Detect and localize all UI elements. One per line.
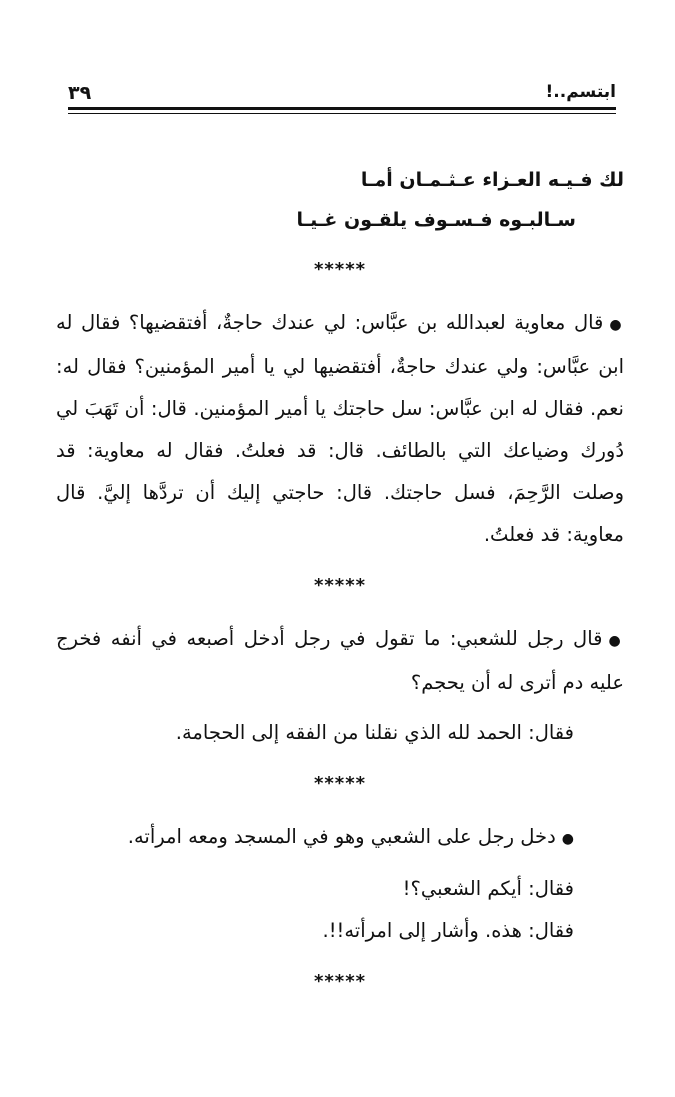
- page-header: [68, 82, 616, 104]
- separator-1: *****: [313, 259, 367, 280]
- page-body: [56, 160, 624, 1014]
- poem-line-2: سـالبـوه فـسـوف يلقـون غـيـا: [296, 209, 576, 231]
- separator-3: *****: [313, 773, 367, 794]
- header-rule-thick: [68, 107, 616, 110]
- page-number: ٣٩: [68, 82, 92, 104]
- running-title: ابتسم..!: [545, 82, 616, 102]
- anecdote-3: [56, 816, 624, 860]
- bullet-icon: ●: [561, 831, 574, 847]
- poem-verse: [56, 160, 624, 240]
- separator-4: *****: [313, 971, 367, 992]
- anecdote-2: [56, 618, 624, 704]
- bullet-icon: ●: [608, 633, 625, 649]
- anecdote-3-question: فقال: أيكم الشعبي؟!: [402, 877, 574, 900]
- bullet-icon: ●: [609, 317, 624, 333]
- anecdote-3-text: دخل رجل على الشعبي وهو في المسجد ومعه امرأته.: [127, 825, 556, 848]
- anecdote-1-text: قال معاوية لعبدالله بن عبَّاس: لي عندك حاجةٌ، أفتقضيها؟ فقال له ابن عبَّاس: ولي عندك حاجةٌ، أفتقضيها لي يا أمير المؤمنين؟ فقال له: نعم. فقال له ابن عبَّاس: سل حاجتك يا أمير المؤمنين. قال: أن تَهَبَ لي دُورك وضياعك التي بالطائف. قال: قد فعلتُ. فقال له معاوية: قد وصلت الرَّحِمَ، فسل حاجتك. قال: حاجتي إليك أن تردَّها إليَّ. قال معاوية: قد فعلتُ.: [56, 311, 624, 546]
- anecdote-3-answer: فقال: هذه. وأشار إلى امرأته!!.: [322, 919, 574, 942]
- anecdote-2-reply: فقال: الحمد لله الذي نقلنا من الفقه إلى الحجامة.: [175, 721, 574, 744]
- poem-line-1: لك فـيـه العـزاء عـثـمـان أمـا: [360, 169, 624, 191]
- anecdote-1: [56, 302, 624, 556]
- anecdote-2-text: قال رجل للشعبي: ما تقول في رجل أدخل أصبعه في أنفه فخرج عليه دم أترى له أن يحجم؟: [56, 627, 624, 694]
- header-rule-thin: [68, 113, 616, 114]
- separator-2: *****: [313, 575, 367, 596]
